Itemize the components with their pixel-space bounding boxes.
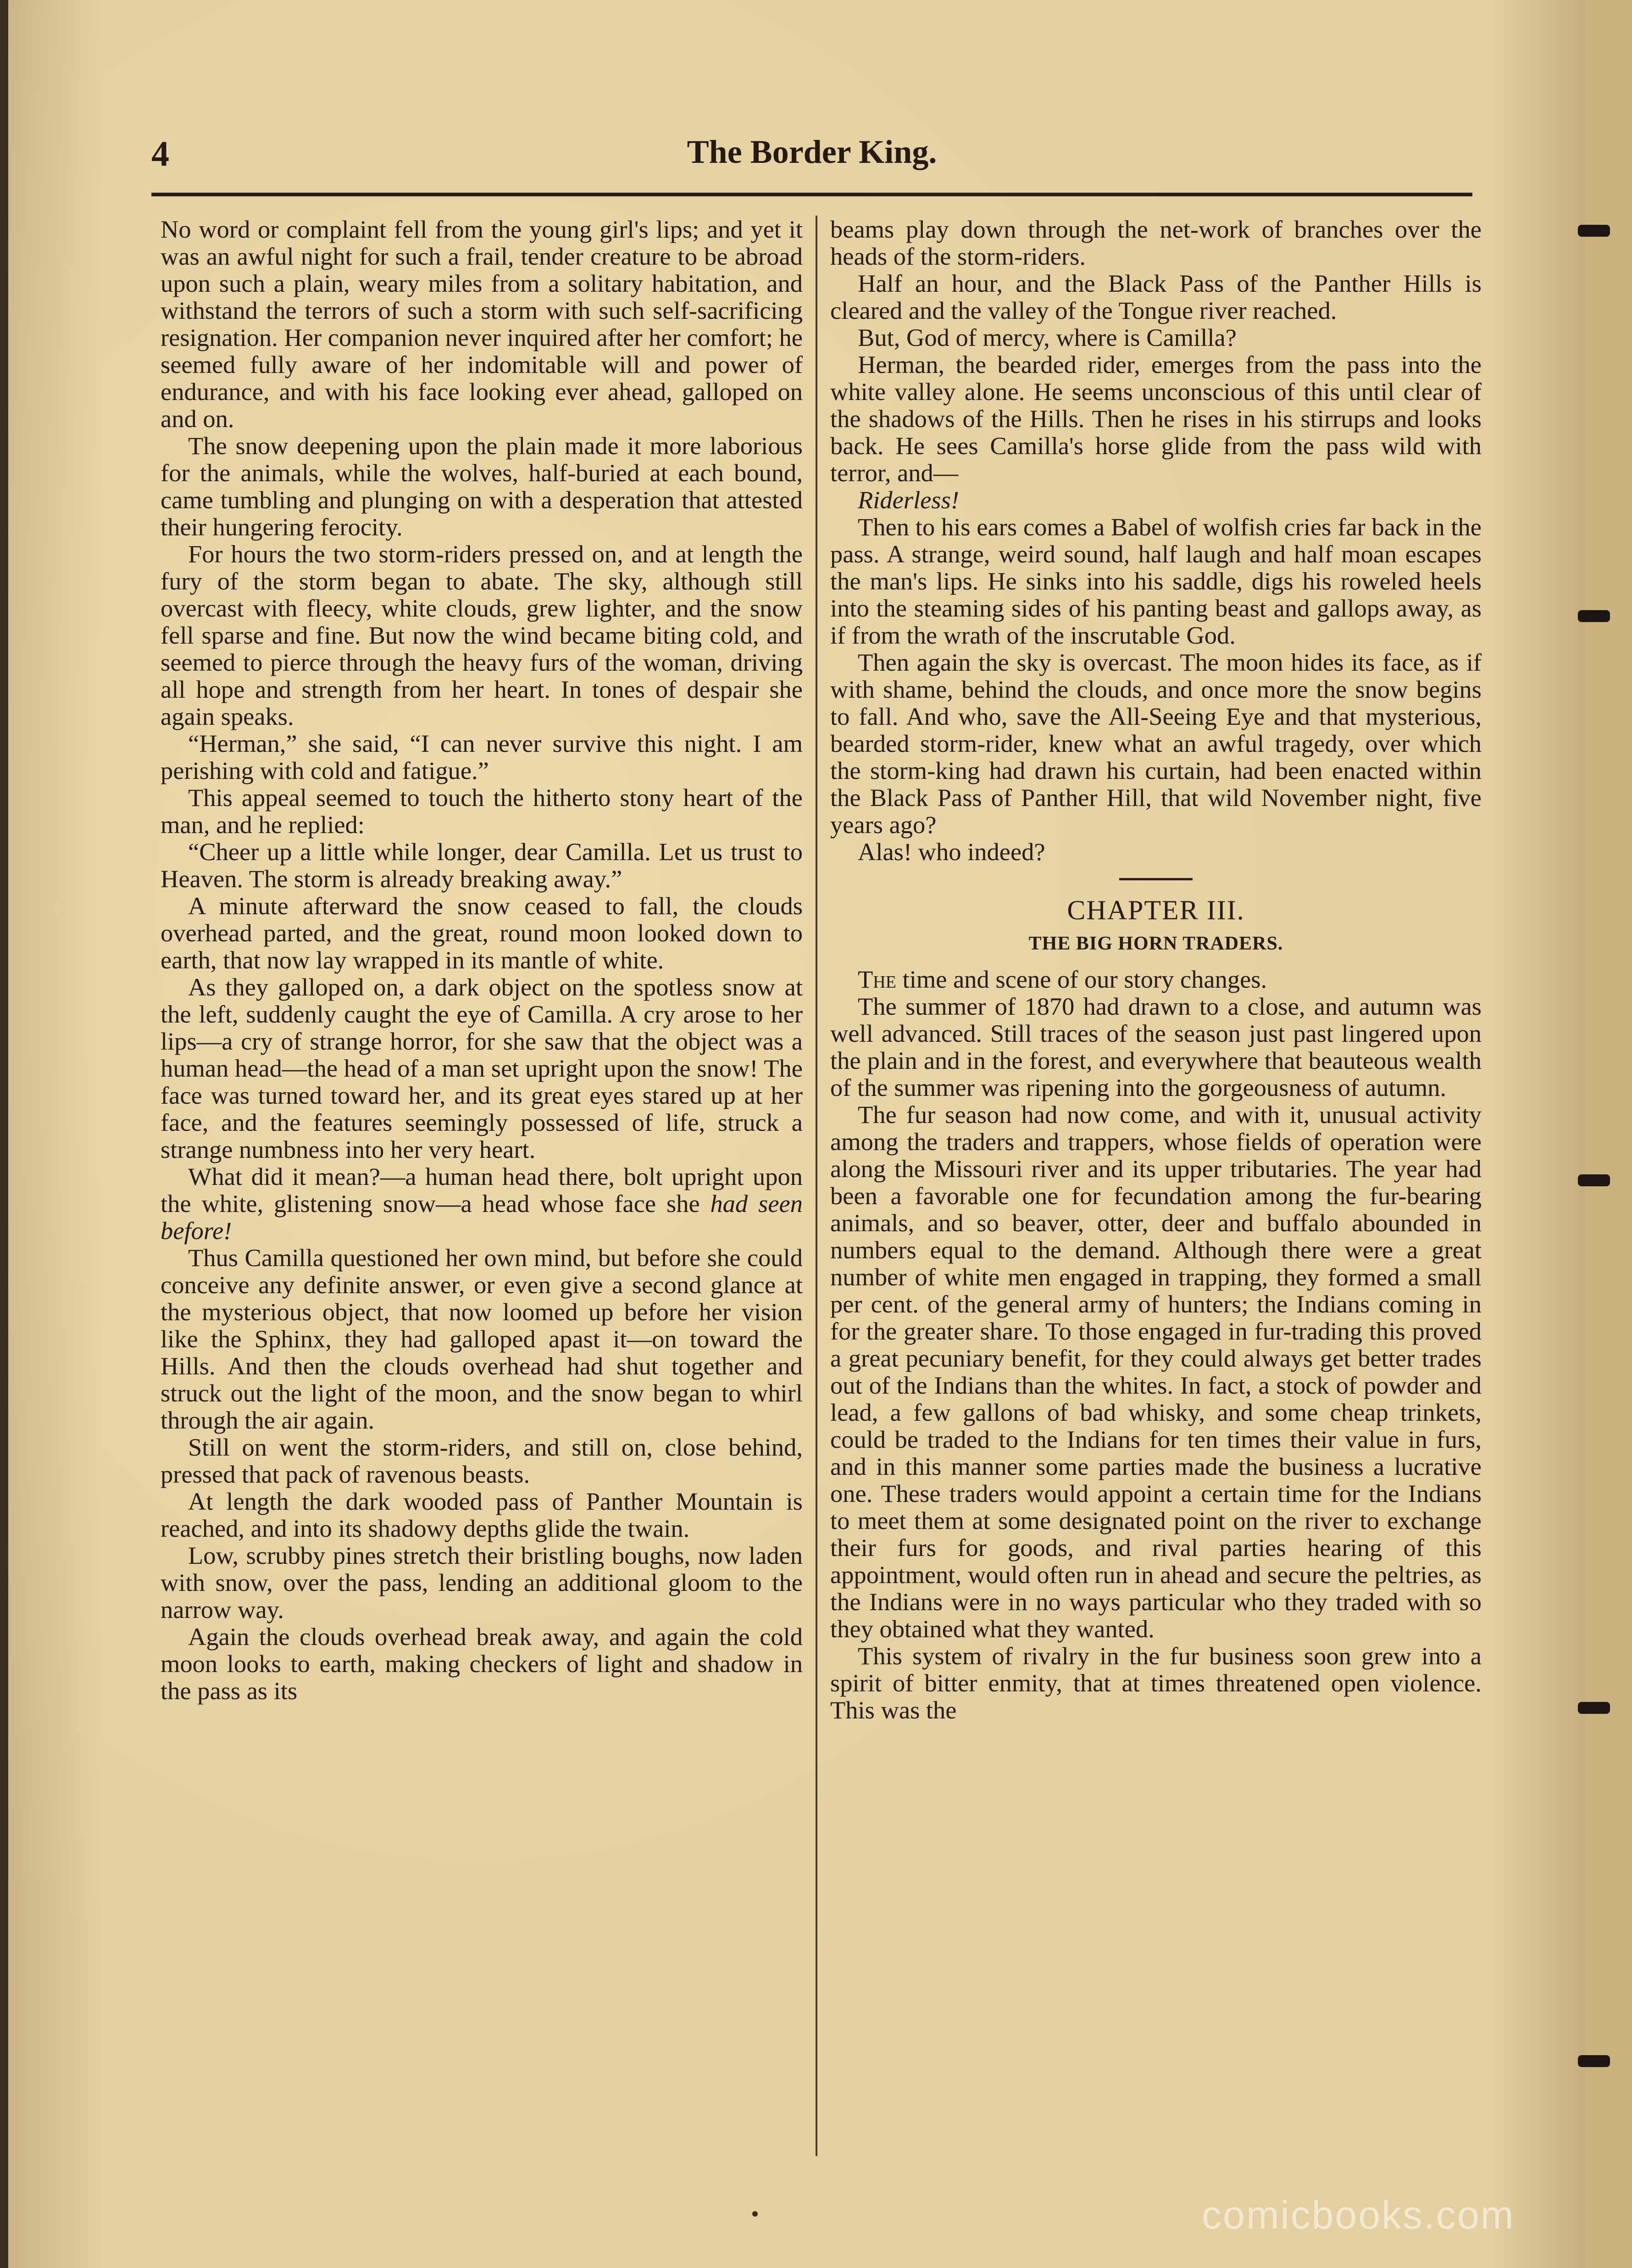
paragraph: This appeal seemed to touch the hitherto stony heart of the man, and he replied:	[161, 784, 803, 839]
paragraph: beams play down through the net-work of branches over the heads of the storm-riders.	[830, 216, 1482, 270]
paragraph: Half an hour, and the Black Pass of the Panther Hills is cleared and the valley of the Tongue river reached.	[830, 269, 1482, 324]
right-column	[830, 216, 1482, 2165]
paragraph: The summer of 1870 had drawn to a close, and autumn was well advanced. Still traces of the season just past lingered upon the plain and in the forest, and everywhere that beauteous wealth of the summer was ripening into the gorgeousness of autumn.	[830, 992, 1482, 1101]
paragraph: “Cheer up a little while longer, dear Camilla. Let us trust to Heaven. The storm is already breaking away.”	[161, 838, 803, 893]
paragraph	[161, 1163, 803, 1244]
binding-stitch	[1578, 1174, 1610, 1186]
paragraph: Thus Camilla questioned her own mind, but before she could conceive any definite answer, or even give a second glance at the mysterious object, that now loomed up before her vision like the Sphinx, they had galloped apast it—on toward the Hills. And then the clouds overhead had shut together and struck out the light of the moon, and the snow began to whirl through the air again.	[161, 1244, 803, 1434]
column-divider	[816, 216, 817, 2156]
paragraph: No word or complaint fell from the young girl's lips; and yet it was an awful night for such a frail, tender creature to be abroad upon such a plain, weary miles from a solitary habitation, and withstand the terrors of such a storm with such self-sacrificing resignation. Her companion never inquired after her comfort; he seemed fully aware of her indomitable will and power of endurance, and with his face looking ever ahead, galloped on and on.	[161, 216, 803, 433]
paragraph	[830, 966, 1482, 993]
left-column	[161, 216, 803, 2165]
page-header	[151, 133, 1472, 197]
watermark: comicbooks.com	[1202, 2193, 1515, 2237]
ink-dot	[752, 2211, 758, 2217]
header-rule	[151, 193, 1472, 196]
chapter-rule	[1119, 878, 1193, 880]
page-number: 4	[151, 133, 169, 173]
paragraph: “Herman,” she said, “I can never survive this night. I am perishing with cold and fatigue.”	[161, 729, 803, 784]
chapter-subtitle: THE BIG HORN TRADERS.	[1028, 933, 1283, 954]
binding-stitch	[1578, 225, 1610, 237]
paragraph: But, God of mercy, where is Camilla?	[858, 323, 1237, 351]
italic-phrase: had seen before!	[161, 1190, 803, 1245]
paragraph: Again the clouds overhead break away, and again the cold moon looks to earth, making checkers of light and shadow in the pass as its	[161, 1623, 803, 1705]
paragraph: As they galloped on, a dark object on the spotless snow at the left, suddenly caught the eye of Camilla. A cry arose to her lips—a cry of strange horror, for she saw that the object was a human head—the head of a man set upright upon the snow! The face was turned toward her, and its great eyes stared up at her face, and the features seemingly possessed of life, struck a strange numbness into her very heart.	[161, 973, 803, 1163]
paragraph: Herman, the bearded rider, emerges from the pass into the white valley alone. He seems unconscious of this until clear of the shadows of the Hills. Then he rises in his stirrups and looks back. He sees Camilla's horse glide from the pass wild with terror, and—	[830, 350, 1482, 487]
paragraph: A minute afterward the snow ceased to fall, the clouds overhead parted, and the great, round moon looked down to earth, that now lay wrapped in its mantle of white.	[161, 892, 803, 974]
binding-stitch	[1578, 2055, 1610, 2067]
chapter-title: CHAPTER III.	[1067, 895, 1245, 925]
paragraph: Then to his ears comes a Babel of wolfish cries far back in the pass. A strange, weird sound, half laugh and half moan escapes the man's lips. He sinks into his saddle, digs his roweled heels into the steaming sides of his panting beast and gallops away, as if from the wrath of the inscrutable God.	[830, 513, 1482, 649]
page-edge	[1586, 0, 1632, 2268]
paragraph: The snow deepening upon the plain made it more laborious for the animals, while the wolves, half-buried at each bound, came tumbling and plunging on with a desperation that attested their hungering ferocity.	[161, 432, 803, 541]
binding-stitch	[1578, 1702, 1610, 1714]
paragraph: For hours the two storm-riders pressed on, and at length the fury of the storm began to abate. The sky, although still overcast with fleecy, white clouds, grew lighter, and the snow fell sparse and fine. But now the wind became biting cold, and seemed to pierce through the heavy furs of the woman, driving all hope and strength from her heart. In tones of despair she again speaks.	[161, 540, 803, 730]
paragraph-text: time and scene of our story changes.	[896, 965, 1267, 993]
paragraph: The fur season had now come, and with it, unusual activity among the traders and trappers, whose fields of operation were along the Missouri river and its upper tributaries. The year had been a favorable one for fecundation among the fur-bearing animals, and so beaver, otter, deer and buffalo abounded in numbers equal to the demand. Although there were a great number of white men engaged in trapping, they formed a small per cent. of the general army of hunters; the Indians coming in for the greater share. To those engaged in fur-trading this proved a great pecuniary benefit, for they could always get better trades out of the Indians than the whites. In fact, a stock of powder and lead, a few gallons of bad whisky, and some cheap trinkets, could be traded to the Indians for ten times their value in furs, and in this manner some parties made the business a lucrative one. These traders would appoint a certain time for the Indians to meet them at some designated point on the river to exchange their furs for goods, and rival parties hearing of this appointment, would often run in ahead and secure the peltries, as the Indians were in no ways particular who they traded with so they obtained what they wanted.	[830, 1101, 1482, 1643]
running-title: The Border King.	[687, 133, 937, 170]
paragraph: Low, scrubby pines stretch their bristling boughs, now laden with snow, over the pass, lending an additional gloom to the narrow way.	[161, 1541, 803, 1623]
paragraph: This system of rivalry in the fur business soon grew into a spirit of bitter enmity, that at times threatened open violence. This was the	[830, 1642, 1482, 1724]
paragraph: At length the dark wooded pass of Panther Mountain is reached, and into its shadowy depths glide the twain.	[161, 1487, 803, 1542]
paragraph: Still on went the storm-riders, and still on, close behind, pressed that pack of ravenous beasts.	[161, 1433, 803, 1488]
opening-word: The	[858, 965, 896, 993]
paragraph: Alas! who indeed?	[858, 838, 1045, 866]
binding-stitch	[1578, 610, 1610, 622]
paragraph-text: What did it mean?—a human head there, bolt upright upon the white, glistening snow—a head whose face she	[161, 1162, 803, 1217]
paragraph: Riderless!	[858, 486, 959, 514]
paragraph: Then again the sky is overcast. The moon hides its face, as if with shame, behind the clouds, and once more the snow begins to fall. And who, save the All-Seeing Eye and that mysterious, bearded storm-rider, knew what an awful tragedy, over which the storm-king had drawn his curtain, had been enacted within the Black Pass of Panther Hill, that wild November night, five years ago?	[830, 648, 1482, 839]
